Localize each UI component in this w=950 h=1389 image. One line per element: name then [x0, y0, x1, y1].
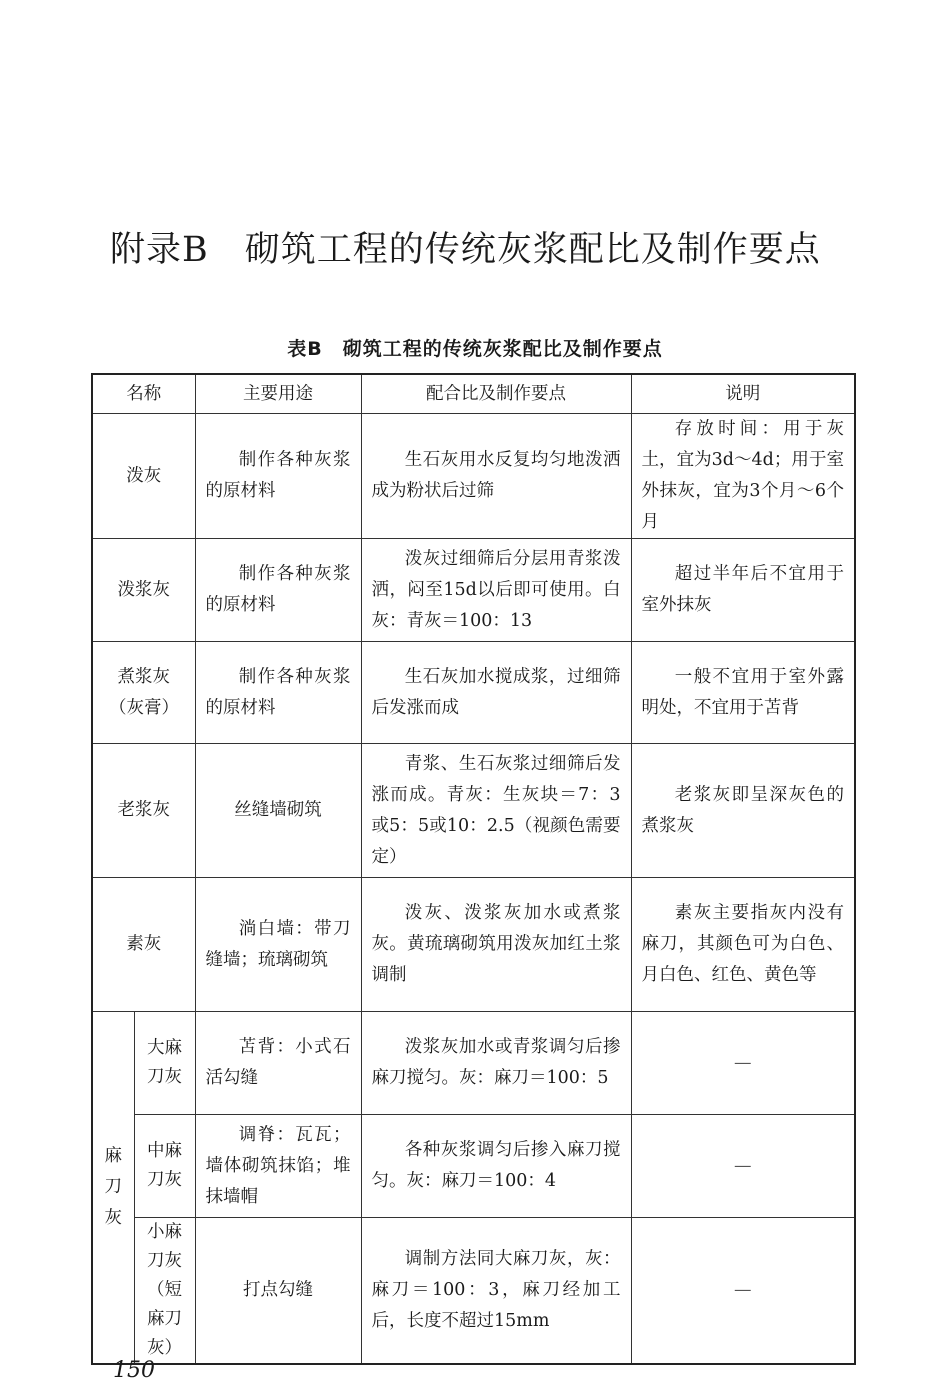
cell-note: 一般不宜用于室外露明处，不宜用于苫背	[631, 642, 855, 744]
cell-use: 调脊：瓦瓦；墙体砌筑抹馅；堆抹墙帽	[195, 1115, 361, 1218]
cell-method: 生石灰用水反复均匀地泼洒成为粉状后过筛	[361, 414, 631, 539]
cell-note: 素灰主要指灰内没有麻刀，其颜色可为白色、月白色、红色、黄色等	[631, 878, 855, 1012]
table-caption: 表B 砌筑工程的传统灰浆配比及制作要点	[287, 338, 663, 360]
header-use: 主要用途	[195, 374, 361, 414]
cell-name: 泼灰	[92, 414, 195, 539]
cell-note: —	[631, 1012, 855, 1115]
mortar-table	[91, 373, 856, 1365]
cell-note: 存放时间：用于灰土，宜为3d～4d；用于室外抹灰，宜为3个月～6个月	[631, 414, 855, 539]
cell-method: 泼灰过细筛后分层用青浆泼洒，闷至15d以后即可使用。白灰：青灰＝100：13	[361, 539, 631, 642]
cell-use: 制作各种灰浆的原材料	[195, 642, 361, 744]
table-row	[92, 1218, 855, 1365]
header-name: 名称	[92, 374, 195, 414]
cell-method: 泼灰、泼浆灰加水或煮浆灰。黄琉璃砌筑用泼灰加红土浆调制	[361, 878, 631, 1012]
page-title: 附录B 砌筑工程的传统灰浆配比及制作要点	[110, 230, 821, 270]
cell-name: 老浆灰	[92, 744, 195, 878]
table-row	[92, 1012, 855, 1115]
cell-note: 老浆灰即呈深灰色的煮浆灰	[631, 744, 855, 878]
cell-method: 泼浆灰加水或青浆调匀后掺麻刀搅匀。灰：麻刀＝100：5	[361, 1012, 631, 1115]
table-row	[92, 1115, 855, 1218]
header-method: 配合比及制作要点	[361, 374, 631, 414]
cell-subname: 中麻刀灰	[134, 1115, 195, 1218]
cell-subname: 大麻刀灰	[134, 1012, 195, 1115]
table-row	[92, 744, 855, 878]
cell-method: 青浆、生石灰浆过细筛后发涨而成。青灰：生灰块＝7：3或5：5或10：2.5（视颜色需要定）	[361, 744, 631, 878]
header-note: 说明	[631, 374, 855, 414]
table-row	[92, 642, 855, 744]
cell-method: 调制方法同大麻刀灰，灰：麻刀＝100：3，麻刀经加工后，长度不超过15mm	[361, 1218, 631, 1365]
cell-use: 打点勾缝	[195, 1218, 361, 1365]
cell-note: —	[631, 1218, 855, 1365]
cell-note: 超过半年后不宜用于室外抹灰	[631, 539, 855, 642]
cell-note: —	[631, 1115, 855, 1218]
table-row	[92, 414, 855, 539]
cell-name: 煮浆灰（灰膏）	[92, 642, 195, 744]
table-row	[92, 878, 855, 1012]
cell-group-name	[92, 1012, 134, 1365]
cell-use: 制作各种灰浆的原材料	[195, 414, 361, 539]
cell-use: 丝缝墙砌筑	[195, 744, 361, 878]
page-number: 150	[113, 1358, 155, 1383]
cell-method: 各种灰浆调匀后掺入麻刀搅匀。灰：麻刀＝100：4	[361, 1115, 631, 1218]
group-name-vertical: 麻刀灰	[104, 1146, 122, 1228]
cell-name: 泼浆灰	[92, 539, 195, 642]
cell-method: 生石灰加水搅成浆，过细筛后发涨而成	[361, 642, 631, 744]
cell-use: 制作各种灰浆的原材料	[195, 539, 361, 642]
table-header-row	[92, 374, 855, 414]
cell-name: 素灰	[92, 878, 195, 1012]
cell-use: 苫背：小式石活勾缝	[195, 1012, 361, 1115]
cell-subname: 小麻刀灰（短麻刀灰）	[134, 1218, 195, 1365]
table-row	[92, 539, 855, 642]
cell-use: 淌白墙：带刀缝墙；琉璃砌筑	[195, 878, 361, 1012]
